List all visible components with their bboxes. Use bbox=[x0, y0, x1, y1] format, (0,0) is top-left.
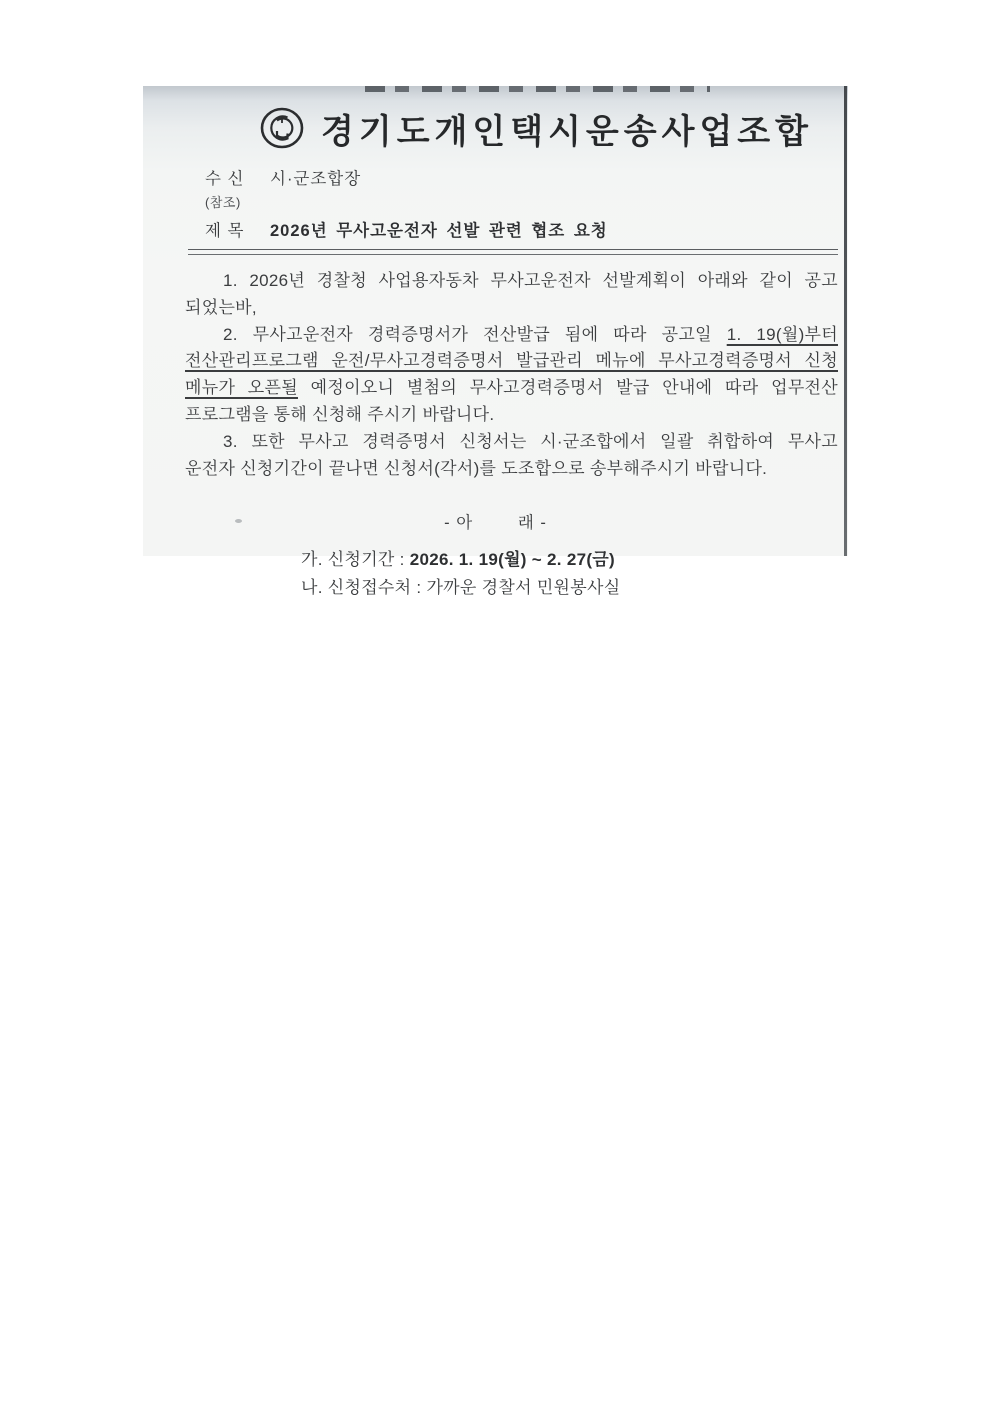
body-line-7 bbox=[185, 429, 838, 456]
body-text-segment: 프로그램을 통해 신청해 주시기 바랍니다. bbox=[185, 404, 495, 424]
letterhead bbox=[143, 102, 848, 154]
underlined-text: 전산관리프로그램 운전/무사고경력증명서 발급관리 메뉴에 무사고경력증명서 신청 bbox=[185, 351, 838, 371]
item-reception-place bbox=[301, 574, 848, 602]
underlined-text: 1. 19(월)부터 bbox=[726, 324, 838, 344]
body-text-segment: 운전자 신청기간이 끝나면 신청서(각서)를 도조합으로 송부해주시기 바랍니다. bbox=[185, 458, 768, 478]
body-text-segment: 되었는바, bbox=[185, 297, 257, 317]
body-line-6 bbox=[185, 402, 838, 429]
underlined-text: 메뉴가 오픈될 bbox=[185, 378, 298, 398]
body-line-3 bbox=[185, 322, 838, 349]
scan-speck bbox=[235, 519, 242, 523]
top-cutoff-text bbox=[365, 86, 710, 92]
recipient-value: 시·군조합장 bbox=[270, 170, 362, 188]
body-line-4 bbox=[185, 348, 838, 375]
subject-label: 제 목 bbox=[205, 222, 245, 240]
body-line-2 bbox=[185, 295, 838, 322]
org-logo-icon bbox=[259, 106, 305, 150]
letter-body bbox=[143, 268, 848, 482]
scanned-document bbox=[143, 86, 848, 597]
subject-value: 2026년 무사고운전자 선발 관련 협조 요청 bbox=[270, 222, 608, 240]
body-text-segment: 3. 또한 무사고 경력증명서 신청서는 시·군조합에서 일괄 취합하여 무사고 bbox=[223, 431, 838, 451]
body-line-5 bbox=[185, 375, 838, 402]
recipient-label: 수 신 bbox=[205, 170, 245, 188]
letter-meta bbox=[143, 168, 848, 242]
body-line-8 bbox=[185, 456, 838, 483]
body-text-segment: 1. 2026년 경찰청 사업용자동차 무사고운전자 선발계획이 아래와 같이 공고 bbox=[223, 271, 838, 290]
body-line-1 bbox=[185, 268, 838, 295]
org-name: 경기도개인택시운송사업조합 bbox=[321, 112, 813, 151]
item-application-period bbox=[301, 546, 848, 574]
item-ga-value: 2026. 1. 19(월) ~ 2. 27(금) bbox=[409, 550, 615, 570]
cc-label: (참조) bbox=[205, 195, 241, 210]
below-section-header: - 아 래 - bbox=[444, 514, 547, 533]
body-text-segment: 2. 무사고운전자 경력증명서가 전산발급 됨에 따라 공고일 bbox=[223, 324, 712, 344]
subject-row bbox=[205, 220, 836, 242]
detail-items bbox=[143, 546, 848, 601]
recipient-row bbox=[205, 168, 836, 190]
body-text-segment: 예정이오니 별첨의 무사고경력증명서 발급 안내에 따라 업무전산 bbox=[310, 378, 838, 398]
item-na-value: 가까운 경찰서 민원봉사실 bbox=[426, 577, 621, 597]
item-ga-label: 가. 신청기간 : bbox=[301, 550, 410, 570]
title-divider bbox=[188, 249, 838, 255]
item-na-label: 나. 신청접수처 : bbox=[301, 577, 427, 597]
scan-right-edge-line bbox=[844, 86, 847, 556]
